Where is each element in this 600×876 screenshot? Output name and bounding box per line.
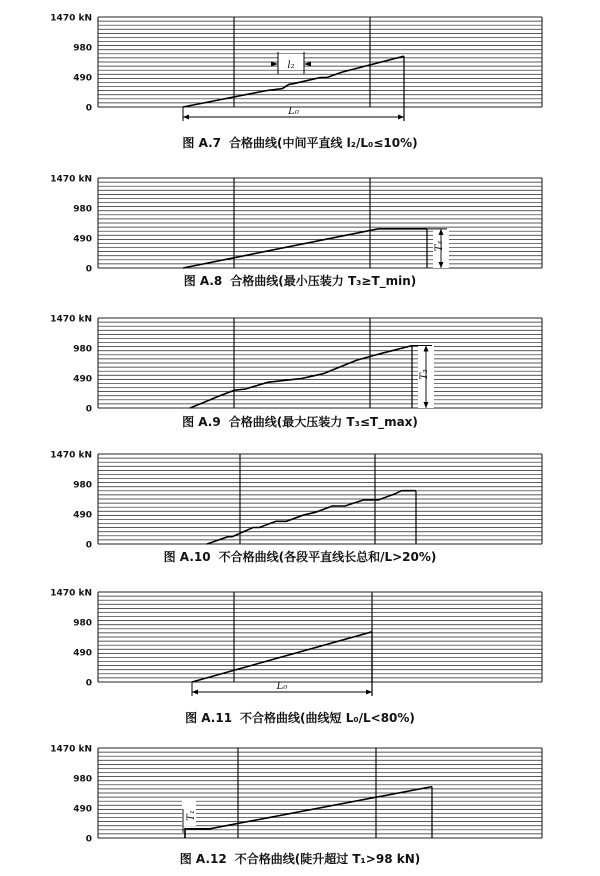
y-tick-label: 0 <box>85 678 92 689</box>
y-tick-label: 980 <box>73 618 92 629</box>
dimension-label: L₀ <box>276 681 288 692</box>
y-tick-label: 490 <box>73 234 92 245</box>
y-tick-label: 980 <box>73 774 92 785</box>
figure-caption <box>0 850 600 867</box>
caption-number: 图 A.12 <box>179 852 227 866</box>
y-tick-label: 0 <box>85 404 92 415</box>
figure-caption <box>0 413 600 430</box>
figure-caption <box>0 134 600 151</box>
data-curve <box>192 632 372 682</box>
y-tick-label: 1470 kN <box>50 744 92 755</box>
y-tick-label: 1470 kN <box>50 450 92 461</box>
figure-caption <box>0 272 600 289</box>
y-tick-label: 1470 kN <box>50 174 92 185</box>
y-tick-label: 490 <box>73 374 92 385</box>
y-tick-label: 490 <box>73 73 92 84</box>
caption-number: 图 A.10 <box>163 550 211 564</box>
arrow-head <box>183 115 189 120</box>
caption-text: 合格曲线(最小压装力 T₃≥T_min) <box>230 274 417 288</box>
caption-text: 不合格曲线(陡升超过 T₁>98 kN) <box>234 852 421 866</box>
caption-text: 合格曲线(中间平直线 l₂/L₀≤10%) <box>229 136 418 150</box>
dimension-label: T₁ <box>186 810 197 821</box>
arrow-head <box>192 690 198 695</box>
arrow-head <box>366 690 372 695</box>
y-tick-label: 490 <box>73 804 92 815</box>
figure-caption <box>0 709 600 726</box>
data-curve <box>185 787 432 838</box>
caption-number: 图 A.9 <box>182 415 221 429</box>
arrow-head <box>398 115 404 120</box>
y-tick-label: 980 <box>73 43 92 54</box>
caption-text: 不合格曲线(曲线短 L₀/L<80%) <box>240 711 415 725</box>
y-tick-label: 1470 kN <box>50 13 92 24</box>
y-tick-label: 0 <box>85 103 92 114</box>
y-tick-label: 490 <box>73 648 92 659</box>
y-tick-label: 0 <box>85 540 92 551</box>
caption-text: 不合格曲线(各段平直线长总和/L>20%) <box>218 550 437 564</box>
caption-text: 合格曲线(最大压装力 T₃≤T_max) <box>228 415 418 429</box>
dimension-label: L₀ <box>288 106 299 117</box>
y-tick-label: 980 <box>73 204 92 215</box>
y-tick-label: 490 <box>73 510 92 521</box>
y-tick-label: 0 <box>85 264 92 275</box>
dimension-label: T₃ <box>434 240 445 252</box>
caption-number: 图 A.8 <box>183 274 223 288</box>
y-tick-label: 1470 kN <box>50 314 92 325</box>
y-tick-label: 980 <box>73 344 92 355</box>
y-tick-label: 980 <box>73 480 92 491</box>
caption-number: 图 A.11 <box>185 711 233 725</box>
caption-number: 图 A.7 <box>182 136 221 150</box>
y-tick-label: 1470 kN <box>50 588 92 599</box>
dimension-label: l₂ <box>287 60 295 71</box>
figure-caption <box>0 548 600 565</box>
data-curve <box>183 229 427 268</box>
dimension-label: T₃ <box>419 369 430 380</box>
y-tick-label: 0 <box>85 834 92 845</box>
